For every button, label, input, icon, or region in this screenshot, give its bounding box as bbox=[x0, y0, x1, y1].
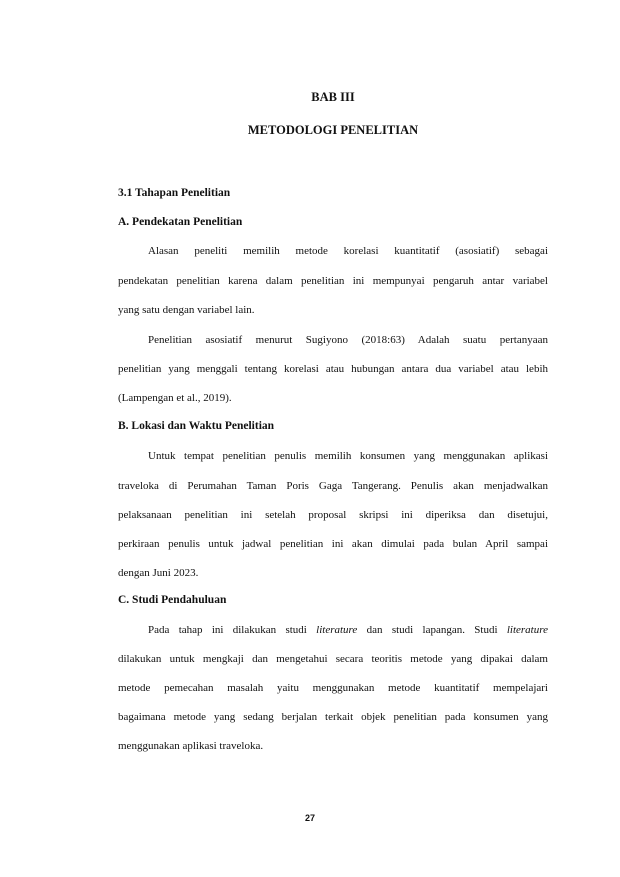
text-run: Pada tahap ini dilakukan studi bbox=[148, 624, 317, 636]
paragraph-line: dengan Juni 2023. bbox=[118, 567, 199, 579]
paragraph-line: pendekatan penelitian karena dalam penelitian ini mempunyai pengaruh antar variabel bbox=[118, 275, 548, 287]
paragraph-line: bagaimana metode yang sedang berjalan terkait objek penelitian pada konsumen yang bbox=[118, 711, 548, 723]
subsection-b-heading: B. Lokasi dan Waktu Penelitian bbox=[118, 420, 275, 432]
paragraph-line: dilakukan untuk mengkaji dan mengetahui secara teoritis metode yang dipakai dalam bbox=[118, 653, 548, 665]
paragraph-line: penelitian yang menggali tentang korelasi atau hubungan antara dua variabel atau lebih bbox=[118, 363, 548, 375]
paragraph-line: Untuk tempat penelitian penulis memilih konsumen yang menggunakan aplikasi bbox=[148, 450, 548, 462]
paragraph-line: perkiraan penulis untuk jadwal penelitian ini akan dimulai pada bulan April sampai bbox=[118, 538, 548, 550]
paragraph-line: pelaksanaan penelitian ini setelah proposal skripsi ini diperiksa dan disetujui, bbox=[118, 509, 548, 521]
subsection-c-heading: C. Studi Pendahuluan bbox=[118, 594, 227, 606]
paragraph-line bbox=[148, 623, 548, 637]
subsection-a-heading: A. Pendekatan Penelitian bbox=[118, 216, 243, 228]
page-number: 27 bbox=[304, 813, 315, 823]
italic-term: literature bbox=[506, 624, 548, 636]
chapter-title: METODOLOGI PENELITIAN bbox=[247, 123, 419, 137]
paragraph-line: yang satu dengan variabel lain. bbox=[118, 304, 255, 316]
paragraph-line: Alasan peneliti memilih metode korelasi kuantitatif (asosiatif) sebagai bbox=[148, 245, 548, 257]
chapter-label: BAB III bbox=[311, 90, 355, 104]
text-run: dan studi lapangan. Studi bbox=[357, 624, 507, 636]
paragraph-line: traveloka di Perumahan Taman Poris Gaga Tangerang. Penulis akan menjadwalkan bbox=[118, 480, 548, 492]
paragraph-line: menggunakan aplikasi traveloka. bbox=[118, 740, 264, 752]
paragraph-line: Penelitian asosiatif menurut Sugiyono (2018:63) Adalah suatu pertanyaan bbox=[148, 334, 548, 346]
paragraph-line: metode pemecahan masalah yaitu menggunakan metode kuantitatif mempelajari bbox=[118, 682, 548, 694]
italic-term: literature bbox=[316, 624, 358, 636]
section-heading: 3.1 Tahapan Penelitian bbox=[118, 187, 231, 199]
paragraph-line: (Lampengan et al., 2019). bbox=[118, 392, 232, 404]
